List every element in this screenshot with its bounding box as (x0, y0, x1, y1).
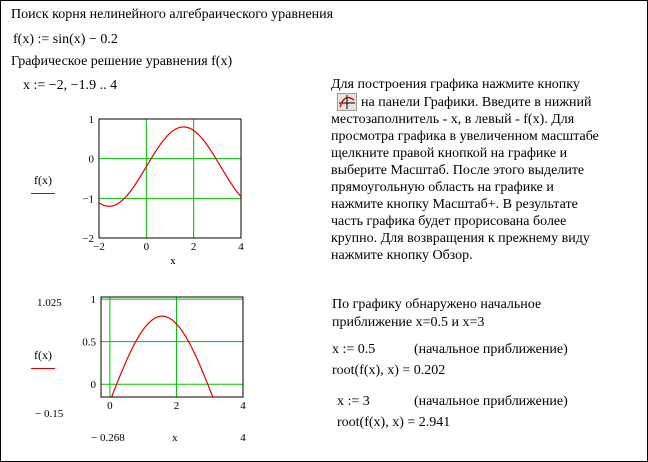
instr-line-2: на панели Графики. Введите в нижний (361, 95, 592, 110)
x-tick-label: −2 (93, 241, 105, 253)
x-tick-label: 2 (173, 400, 180, 412)
y-tick-label: 1 (88, 114, 94, 126)
y-tick-label: 1 (90, 294, 96, 307)
instr-line-5: щелкните правой кнопкой на графике и (331, 146, 568, 161)
instr-line-1: Для построения графика нажмите кнопку (331, 77, 580, 92)
instr-line-9: часть графика будет прорисована более (331, 214, 567, 229)
x-tick-label: 0 (143, 241, 150, 253)
instr-line-10: крупно. Для возвращения к прежнему виду (331, 231, 590, 246)
series-line-f (99, 127, 241, 206)
instr-line-8: нажмите кнопку Масштаб+. В результате (331, 197, 578, 212)
range-definition[interactable]: x := −2, −1.9 .. 4 (23, 78, 118, 93)
ymin-label: − 0.15 (35, 408, 64, 420)
x-tick-label: 0 (107, 400, 113, 412)
plot-frame (101, 297, 243, 397)
instr-line-11: нажмите кнопку Обзор. (331, 248, 473, 263)
plot2-graph[interactable] (31, 287, 261, 453)
x-axis-label: x (172, 432, 178, 444)
calc1-assign[interactable]: x := 0.5 (332, 342, 376, 357)
instr-line-3: местозаполнитель - x, в левый - f(x). Для (331, 112, 575, 127)
calc2-assign[interactable]: x := 3 (337, 394, 370, 409)
calc1-result[interactable]: root(f(x), x) = 0.202 (332, 363, 446, 378)
x-tick-label: 4 (240, 400, 246, 412)
x-tick-label: 4 (238, 241, 244, 253)
instr-line-6: выберите Масштаб. После этого выделите (331, 163, 585, 178)
plot1-ylabel: f(x) (34, 173, 52, 188)
graph-heading: Графическое решение уравнения f(x) (11, 54, 233, 69)
xmax-label: 4 (240, 432, 246, 444)
plot-frame (99, 119, 241, 238)
calc2-result[interactable]: root(f(x), x) = 2.941 (337, 415, 451, 430)
page-title: Поиск корня нелинейного алгебраического уравнения (11, 7, 334, 22)
instr-line-7: прямоугольную область на графике и (331, 180, 554, 195)
plot1-graph[interactable] (61, 109, 261, 279)
approx-note-2: приближение x=0.5 и x=3 (332, 315, 485, 330)
y-tick-label: 0 (88, 153, 94, 166)
instructions-text (331, 76, 635, 264)
approx-note-1: По графику обнаружено начальное (332, 297, 542, 312)
plot2-ylabel: f(x) (34, 348, 52, 363)
calc1-comment: (начальное приближение) (414, 342, 568, 357)
calc2-comment: (начальное приближение) (414, 394, 568, 409)
x-tick-label: 2 (190, 241, 197, 253)
xy-plot-icon[interactable] (337, 93, 357, 111)
function-definition[interactable]: f(x) := sin(x) − 0.2 (13, 32, 118, 47)
y-tick-label: −1 (82, 193, 94, 206)
y-tick-label: 0 (90, 379, 96, 392)
ymax-label: 1.025 (37, 297, 62, 309)
y-tick-label: −2 (82, 233, 94, 245)
xmin-label: − 0.268 (91, 432, 125, 444)
instr-line-4: просмотра графика в увеличенном масштабе (331, 129, 599, 144)
y-tick-label: 0.5 (82, 336, 96, 349)
x-axis-label: x (170, 255, 176, 267)
